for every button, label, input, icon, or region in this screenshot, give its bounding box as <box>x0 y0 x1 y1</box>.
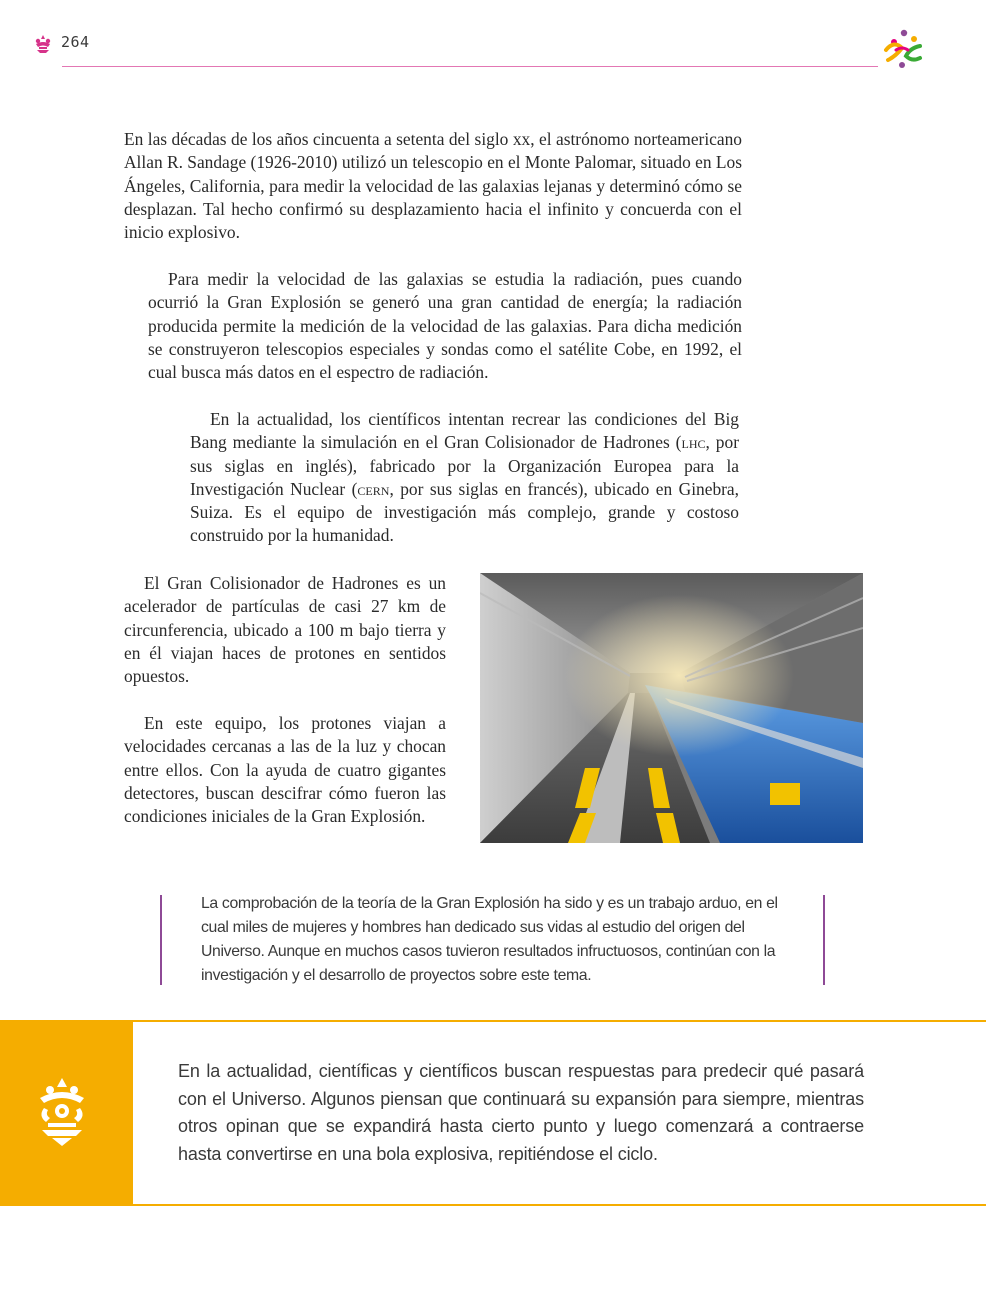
banner-rule-top <box>133 1020 986 1022</box>
emblem-icon <box>36 1078 88 1146</box>
lhc-acronym: lhc <box>681 432 706 453</box>
quote-bar-right <box>823 895 825 985</box>
lhc-tunnel-photo <box>480 573 863 843</box>
cern-acronym: cern <box>357 478 390 499</box>
paragraph-protons: En este equipo, los protones viajan a velocidades cercanas a las de la luz y chocan entre ellos. Con la ayuda de cuatro gigantes detectores, buscan descifrar cómo fueron las condiciones iniciales de la Gran Explosión. <box>124 713 446 827</box>
paragraph-sandage: En las décadas de los años cincuenta a setenta del siglo xx, el astrónomo norteamericano Allan R. Sandage (1926-2010) utilizó un telescopio en el Monte Palomar, situado en Los Ángeles, California, para medir la velocidad de las galaxias lejanas y determinó cómo se desplazan. Tal hecho confirmó su desplazamiento hacia el infinito y concuerda con el inicio explosivo. <box>124 129 742 243</box>
header-rule <box>62 66 878 67</box>
banner-text: En la actualidad, científicas y científicos buscan respuestas para predecir qué pasará con el Universo. Algunos piensan que continuará su expansión para siempre, mientras otros opinan que se expandirá hasta cierto punto y luego comenzará a contraerse hasta convertirse en una bola explosiva, repitiéndose el ciclo. <box>178 1061 864 1164</box>
paragraph-collider: El Gran Colisionador de Hadrones es un acelerador de partículas de casi 27 km de circunferencia, ubicado a 100 m bajo tierra y en él viajan haces de protones en sentidos opuestos. <box>124 573 446 687</box>
paragraph-radiation: Para medir la velocidad de las galaxias se estudia la radiación, pues cuando ocurrió la Gran Explosión se generó una gran cantidad de energía; la radiación producida permite la medición de la velocidad de las galaxias. Para dicha medición se construyeron telescopios especiales y sondas como el satélite Cobe, en 1992, el cual busca más datos en el espectro de radiación. <box>148 269 742 383</box>
lhc-text-b: , por sus siglas en inglés), fabricado por la Organización Europea para la Investigación Nuclear ( <box>190 432 739 499</box>
banner-rule-bottom <box>133 1204 986 1206</box>
lhc-text-a: En la actualidad, los científicos intentan recrear las condiciones del Big Bang mediante la simulación en el Gran Colisionador de Hadrones ( <box>190 409 739 453</box>
quote-text: La comprobación de la teoría de la Gran Explosión ha sido y es un trabajo arduo, en el cual miles de mujeres y hombres han dedicado sus vidas al estudio del origen del Universo. Aunque en muchos casos tuvieron resultados infructuosos, continúan con la investigación y el desarrollo de proyectos sobre este tema. <box>201 895 778 984</box>
ornament-icon <box>33 34 53 54</box>
page-number: 264 <box>61 33 90 51</box>
paragraph-lhc <box>190 408 739 548</box>
quote-bar-left <box>160 895 162 985</box>
lhc-text-c: , por sus siglas en francés), ubicado en Ginebra, Suiza. Es el equipo de investigación más complejo, grande y costoso construido por la humanidad. <box>190 478 739 546</box>
figures-logo-icon <box>880 28 926 70</box>
